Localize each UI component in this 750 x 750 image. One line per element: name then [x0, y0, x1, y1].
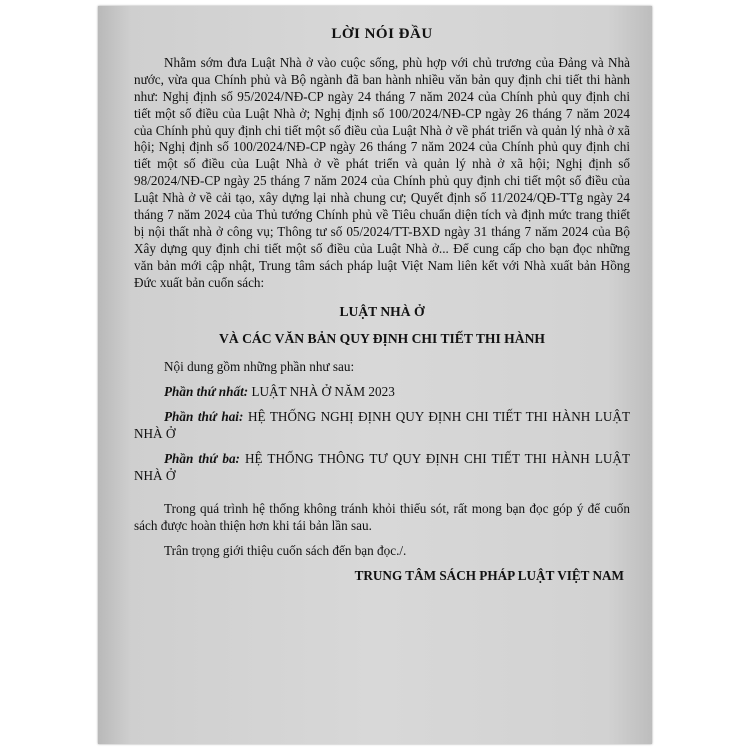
- part-3-label: Phần thứ ba:: [164, 451, 240, 467]
- page-content: [134, 26, 630, 584]
- part-2-label: Phần thứ hai:: [164, 409, 244, 425]
- contents-intro: Nội dung gồm những phần như sau:: [164, 359, 355, 375]
- page-title: LỜI NÓI ĐẦU: [331, 26, 433, 42]
- part-1-text: LUẬT NHÀ Ở NĂM 2023: [248, 384, 395, 400]
- part-3: [134, 451, 630, 485]
- part-1: [134, 384, 630, 401]
- book-page: [98, 6, 652, 744]
- book-subtitle: VÀ CÁC VĂN BẢN QUY ĐỊNH CHI TIẾT THI HÀNH: [219, 330, 545, 346]
- thanks-line: Trân trọng giới thiệu cuốn sách đến bạn đọc./.: [164, 542, 407, 558]
- part-3-text: HỆ THỐNG THÔNG TƯ QUY ĐỊNH CHI TIẾT THI HÀNH LUẬT NHÀ Ở: [134, 451, 631, 483]
- part-2-text: HỆ THỐNG NGHỊ ĐỊNH QUY ĐỊNH CHI TIẾT THI HÀNH LUẬT NHÀ Ở: [134, 409, 630, 442]
- signature: TRUNG TÂM SÁCH PHÁP LUẬT VIỆT NAM: [354, 567, 624, 583]
- intro-paragraph: Nhằm sớm đưa Luật Nhà ở vào cuộc sống, phù hợp với chủ trương của Đảng và Nhà nước, vừa qua Chính phủ và Bộ ngành đã ban hành nhiều văn bản quy định chi tiết thi hành như: Nghị định số 95/2024/NĐ-CP ngày 24 tháng 7 năm 2024 của Chính phủ quy định chi tiết một số điều của Luật Nhà ở; Nghị định số 100/2024/NĐ-CP ngày 26 tháng 7 năm 2024 của Chính phủ quy định chi tiết một số điều của Luật Nhà ở về phát triển và quản lý nhà ở xã hội; Nghị định số 100/2024/NĐ-CP ngày 26 tháng 7 năm 2024 của Chính phủ quy định chi tiết một số điều của Luật Nhà ở về phát triển và quản lý nhà ở xã hội; Nghị định số 98/2024/NĐ-CP ngày 25 tháng 7 năm 2024 của Chính phủ quy định chi tiết một số điều của Luật Nhà ở về cải tạo, xây dựng lại nhà chung cư; Quyết định số 11/2024/QĐ-TTg ngày 24 tháng 7 năm 2024 của Thủ tướng Chính phủ về Tiêu chuẩn diện tích và định mức trang thiết bị nội thất nhà ở công vụ; Thông tư số 05/2024/TT-BXD ngày 31 tháng 7 năm 2024 của Bộ Xây dựng quy định chi tiết một số điều của Luật Nhà ở... Để cung cấp cho bạn đọc những văn bản mới cập nhật, Trung tâm sách pháp luật Việt Nam liên kết với Nhà xuất bản Hồng Đức xuất bản cuốn sách:: [134, 54, 630, 290]
- book-title: LUẬT NHÀ Ở: [339, 303, 425, 319]
- closing-paragraph: Trong quá trình hệ thống không tránh khỏi thiếu sót, rất mong bạn đọc góp ý để cuốn sách được hoàn thiện hơn khi tái bản lần sau.: [134, 500, 630, 533]
- part-1-label: Phần thứ nhất:: [164, 384, 249, 400]
- part-2: [134, 409, 630, 443]
